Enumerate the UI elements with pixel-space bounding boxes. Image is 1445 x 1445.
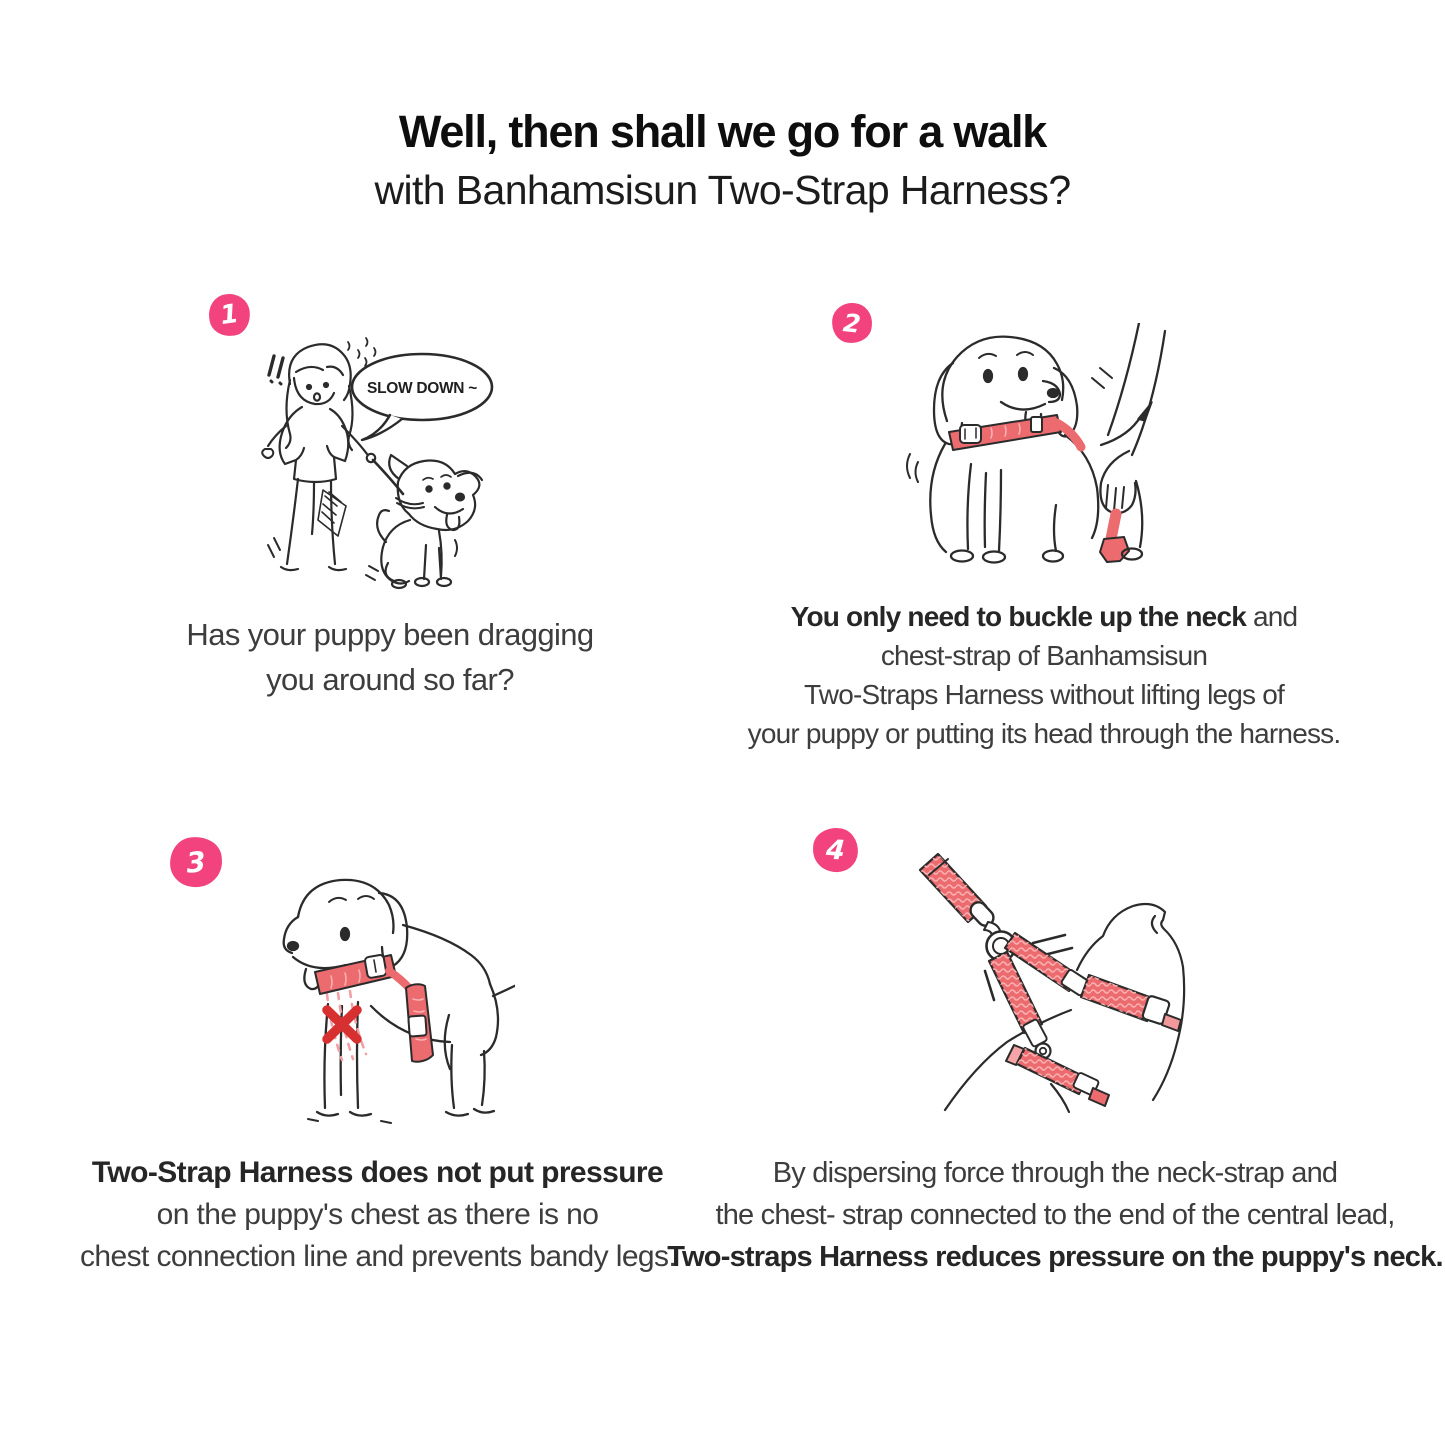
caption-line: your puppy or putting its head through the harness.	[747, 718, 1341, 749]
step-4-number-badge	[812, 826, 860, 873]
caption-bold-line: Two-Strap Harness does not put pressure	[91, 1156, 664, 1189]
caption-bold-line: Two-straps Harness reduces pressure on the puppy's neck.	[667, 1241, 1443, 1273]
caption-line: Two-Straps Harness without lifting legs of	[804, 679, 1284, 710]
step-3-caption	[80, 1152, 675, 1278]
caption-line: chest-strap of Banhamsisun	[880, 640, 1208, 671]
caption-line: on the puppy's chest as there is no	[156, 1198, 599, 1231]
caption-text: and	[1246, 601, 1298, 632]
caption-line: Has your puppy been dragging	[186, 617, 594, 652]
speech-bubble-text: SLOW DOWN ~	[367, 380, 477, 397]
illustration-no-chest-pressure	[253, 853, 515, 1127]
chest-strap	[389, 971, 433, 1062]
caption-line: chest connection line and prevents bandy legs.	[80, 1240, 677, 1273]
neck-strap	[949, 415, 1081, 450]
illustration-woman-dragged-by-dog	[230, 330, 510, 598]
central-lead	[920, 854, 1001, 940]
illustration-harness-leads-closeup	[893, 848, 1215, 1130]
step-3-number-badge	[168, 835, 224, 889]
caption-line: the chest- strap connected to the end of the central lead,	[715, 1199, 1395, 1231]
title-line-2: with Banhamsisun Two-Strap Harness?	[374, 167, 1071, 213]
caption-line: you around so far?	[266, 662, 514, 697]
caption-line: By dispersing force through the neck-strap and	[772, 1157, 1338, 1189]
step-2-number: 2	[841, 307, 863, 339]
step-3-number: 3	[184, 844, 208, 880]
step-2-caption	[704, 597, 1384, 753]
step-2-number-badge	[830, 301, 874, 345]
speech-bubble	[352, 354, 492, 440]
step-4-number: 4	[825, 833, 846, 867]
step-1-number: 1	[218, 298, 241, 332]
dog-figure	[284, 880, 515, 1123]
step-4-caption	[660, 1152, 1445, 1278]
dog-figure	[366, 455, 482, 588]
page-title	[0, 102, 1445, 218]
caption-bold-text: You only need to buckle up the neck	[790, 601, 1247, 632]
step-1-caption	[140, 612, 640, 702]
title-line-1: Well, then shall we go for a walk	[398, 106, 1047, 157]
illustration-buckling-neck-strap	[905, 323, 1167, 575]
neck-strap	[315, 954, 396, 994]
caption-line	[704, 597, 1384, 636]
